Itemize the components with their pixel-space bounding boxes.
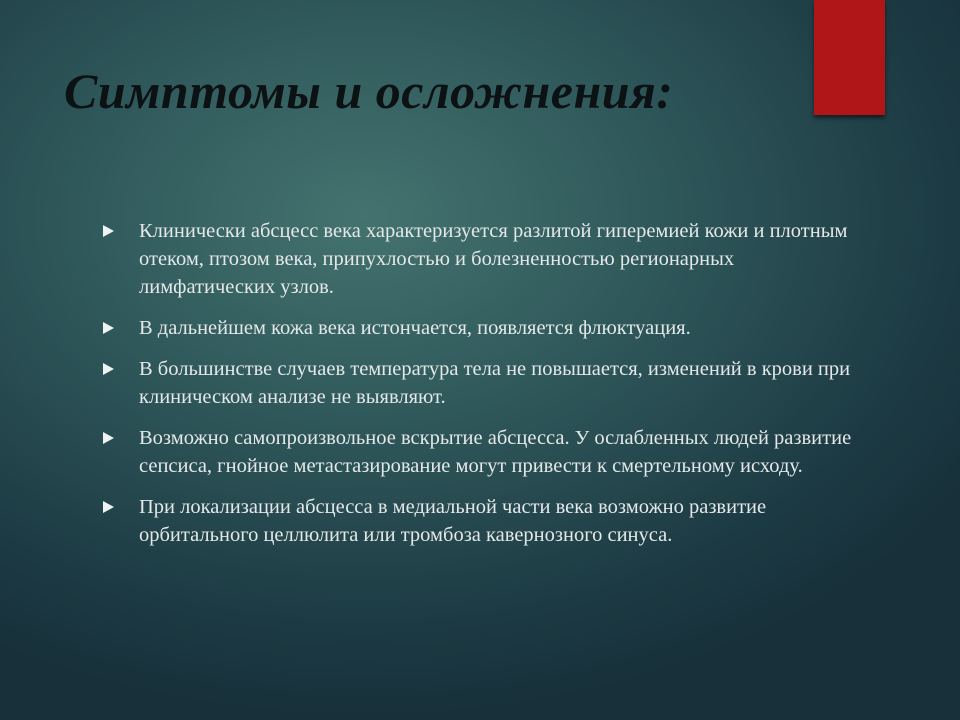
- bullet-item: [100, 355, 870, 411]
- bullet-text: Возможно самопроизвольное вскрытие абсцесса. У ослабленных людей развитие сепсиса, гнойное метастазирование могут привести к смертельному исходу.: [139, 427, 852, 477]
- triangle-bullet-icon: [103, 225, 114, 237]
- bullet-item: [100, 314, 870, 342]
- triangle-bullet-icon: [103, 322, 114, 334]
- triangle-bullet-icon: [103, 501, 114, 513]
- slide-title: Симптомы и осложнения:: [64, 63, 674, 119]
- red-accent-bar: [814, 0, 885, 115]
- bullet-item: [100, 493, 870, 549]
- bullet-item: [100, 217, 870, 301]
- bullet-text: В дальнейшем кожа века истончается, появляется флюктуация.: [139, 317, 691, 339]
- bullet-list: [100, 217, 870, 562]
- triangle-bullet-icon: [103, 363, 114, 375]
- bullet-text: Клинически абсцесс века характеризуется разлитой гиперемией кожи и плотным отеком, птозом века, припухлостью и болезненностью регионарных лимфатических узлов.: [139, 220, 848, 298]
- bullet-text: В большинстве случаев температура тела не повышается, изменений в крови при клиническом анализе не выявляют.: [139, 358, 851, 408]
- bullet-text: При локализации абсцесса в медиальной части века возможно развитие орбитального целлюлита или тромбоза кавернозного синуса.: [139, 496, 767, 546]
- triangle-bullet-icon: [103, 432, 114, 444]
- bullet-item: [100, 424, 870, 480]
